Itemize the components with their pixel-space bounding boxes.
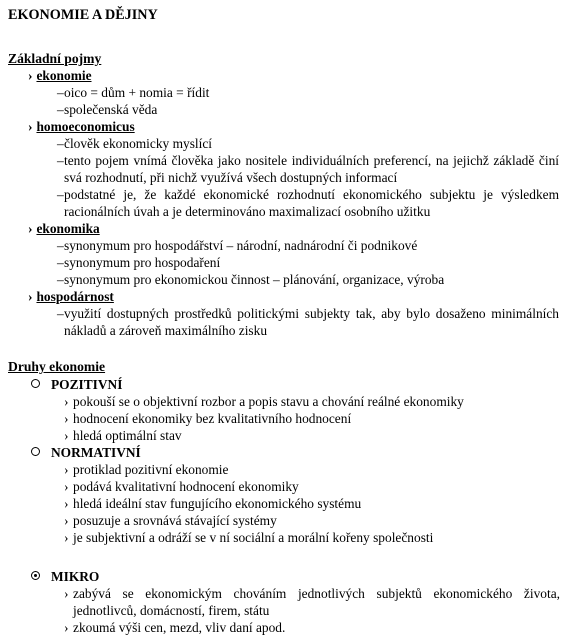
- category-normativni: NORMATIVNÍ: [31, 444, 141, 461]
- term-hospodarnost: › hospodárnost: [28, 289, 114, 304]
- section-heading-zakladni-pojmy: Základní pojmy: [8, 51, 102, 66]
- section-heading-druhy-ekonomie: Druhy ekonomie: [8, 359, 106, 374]
- category-mikro: MIKRO: [31, 568, 99, 585]
- term-homoeconomicus: › homoeconomicus: [28, 119, 135, 134]
- target-bullet-icon: [31, 571, 40, 580]
- circle-bullet-icon: [31, 447, 40, 456]
- category-pozitivni: POZITIVNÍ: [31, 376, 122, 393]
- document-title: EKONOMIE A DĚJINY: [8, 7, 158, 23]
- term-ekonomika: › ekonomika: [28, 221, 100, 236]
- document-page: EKONOMIE A DĚJINY Základní pojmy › ekonomie – oico = dům + nomia = řídit – společenská věda › homoeconomicus – člověk ekonomicky myslící – tento pojem vnímá člověka jako nositele individuálních preferencí, na jejichž základě činí svá rozhodnutí, při nichž využívá všech dostupných informací – podstatné je, že každé ekonomické rozhodnutí ekonomického subjektu je výsledkem racionálních úvah a je determinováno maximalizací osobního užitku › ekonomika – synonymum pro hospodářství – národní, nadnárodní či podnikové – synonymum pro hospodaření – synonymum pro ekonomickou činnost – plánování, organizace, výroba › hospodárnost – využití dostupných prostředků politickými subjekty tak, aby bylo dosaženo minimálních nákladů a zároveň maximálního zisku Druhy ekonomie POZITIVNÍ › pokouší se o objektivní rozbor a popis stavu a chování reálné ekonomiky › hodnocení ekonomiky bez kvalitativního hodnocení › hledá optimální stav NORMATIVNÍ › protiklad pozitivní ekonomie › podává kvalitativní hodnocení ekonomiky › hledá ideální stav fungujícího ekonomického systému › posuzuje a srovnává stávající systémy › je subjektivní a odráží se v ní sociální a morální kořeny společnosti MIKRO › zabývá se ekonomickým chováním jednotlivých subjektů ekonomického života, jednotlivců, domácností, firem, státu › zkoumá výši cen, mezd, vliv daní apod.: [8, 7, 560, 635]
- circle-bullet-icon: [31, 379, 40, 388]
- term-ekonomie: › ekonomie: [28, 68, 92, 83]
